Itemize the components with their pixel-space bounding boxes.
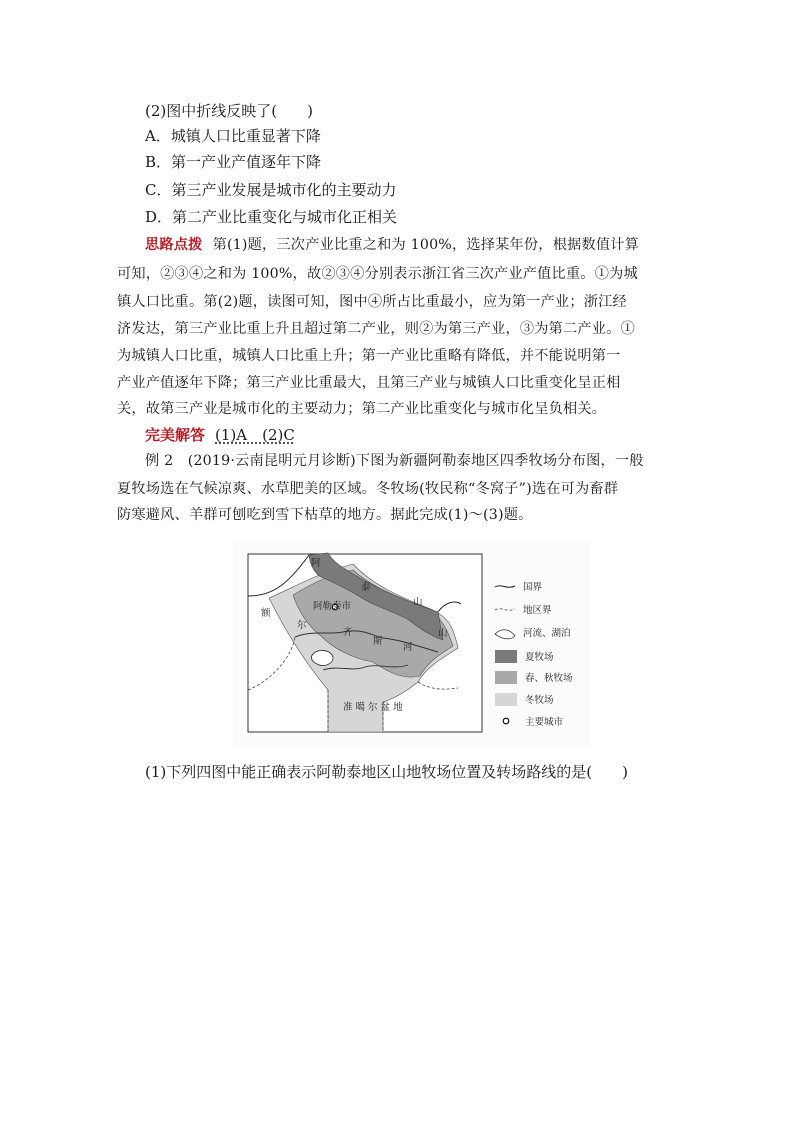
basin-label: 准 噶 尔 盆 地	[343, 702, 403, 713]
legend-winter-swatch	[495, 693, 517, 706]
map-figure	[233, 540, 590, 747]
legend-label-region-border: 地区界	[523, 605, 552, 616]
river-char-3: 齐	[343, 627, 353, 638]
analysis-line-1	[145, 235, 639, 255]
river-char-5: 河	[403, 642, 413, 653]
answer-value: (1)A (2)C	[215, 426, 295, 444]
question-2-option-c: C．第三产业发展是城市化的主要动力	[145, 181, 397, 199]
mountain-char-3: 山	[413, 597, 423, 608]
legend-river-lake-icon	[495, 630, 515, 639]
legend-spring-autumn-swatch	[495, 671, 517, 684]
example-2-line-1: 例 2 (2019·云南昆明元月诊断)下图为新疆阿勒泰地区四季牧场分布图，一般	[145, 453, 644, 469]
altay-pasture-map	[233, 540, 590, 747]
answer-line	[145, 425, 295, 445]
legend-label-summer: 夏牧场	[525, 652, 554, 663]
legend-region-border-icon	[495, 609, 515, 611]
analysis-label: 思路点拨	[145, 237, 203, 253]
legend-city-icon	[503, 718, 509, 724]
legend-national-border-icon	[495, 586, 515, 588]
city-label: 阿勒泰市	[313, 601, 352, 612]
legend-label-winter: 冬牧场	[525, 695, 554, 706]
answer-label: 完美解答	[145, 426, 206, 444]
legend-label-city: 主要城市	[525, 717, 564, 728]
river-char-4: 斯	[373, 636, 383, 647]
legend-label-river-lake: 河流、湖泊	[523, 628, 571, 639]
river-char-1: 额	[261, 608, 271, 619]
example-2-line-2: 夏牧场选在气候凉爽、水草肥美的区域。冬牧场(牧民称“冬窝子”)选在可为畜群	[117, 481, 619, 497]
question-2-stem: (2)图中折线反映了( )	[145, 102, 313, 120]
question-1-stem: (1)下列四图中能正确表示阿勒泰地区山地牧场位置及转场路线的是( )	[145, 763, 628, 781]
legend-label-national-border: 国界	[523, 582, 543, 593]
mountain-char-1: 阿	[311, 558, 321, 569]
legend-label-spring-autumn: 春、秋牧场	[525, 673, 573, 684]
legend-summer-swatch	[495, 650, 517, 663]
question-2-option-a: A．城镇人口比重显著下降	[145, 127, 321, 145]
mountain-char-2: 泰	[361, 582, 371, 593]
question-2-option-b: B．第一产业产值逐年下降	[145, 153, 322, 171]
analysis-line-3: 镇人口比重。第(2)题，读图可知，图中④所占比重最小，应为第一产业；浙江经	[117, 294, 627, 310]
analysis-text: 第(1)题，三次产业比重之和为 100%，选择某年份，根据数值计算	[212, 237, 640, 253]
shan-char: 山	[438, 628, 448, 639]
analysis-line-7: 关，故第三产业是城市化的主要动力；第二产业比重变化与城市化呈负相关。	[117, 401, 607, 417]
river-char-2: 尔	[297, 620, 307, 631]
analysis-line-5: 为城镇人口比重，城镇人口比重上升；第一产业比重略有降低，并不能说明第一	[117, 348, 621, 364]
analysis-line-2: 可知，②③④之和为 100%，故②③④分别表示浙江省三次产业产值比重。①为城	[117, 266, 638, 282]
example-2-line-3: 防寒避风、羊群可刨吃到雪下枯草的地方。据此完成(1)～(3)题。	[117, 507, 533, 523]
question-2-option-d: D．第二产业比重变化与城市化正相关	[145, 208, 398, 226]
analysis-line-6: 产业产值逐年下降；第三产业比重最大，且第三产业与城镇人口比重变化呈正相	[117, 375, 621, 391]
analysis-line-4: 济发达，第三产业比重上升且超过第二产业，则②为第三产业，③为第二产业。①	[117, 321, 635, 337]
